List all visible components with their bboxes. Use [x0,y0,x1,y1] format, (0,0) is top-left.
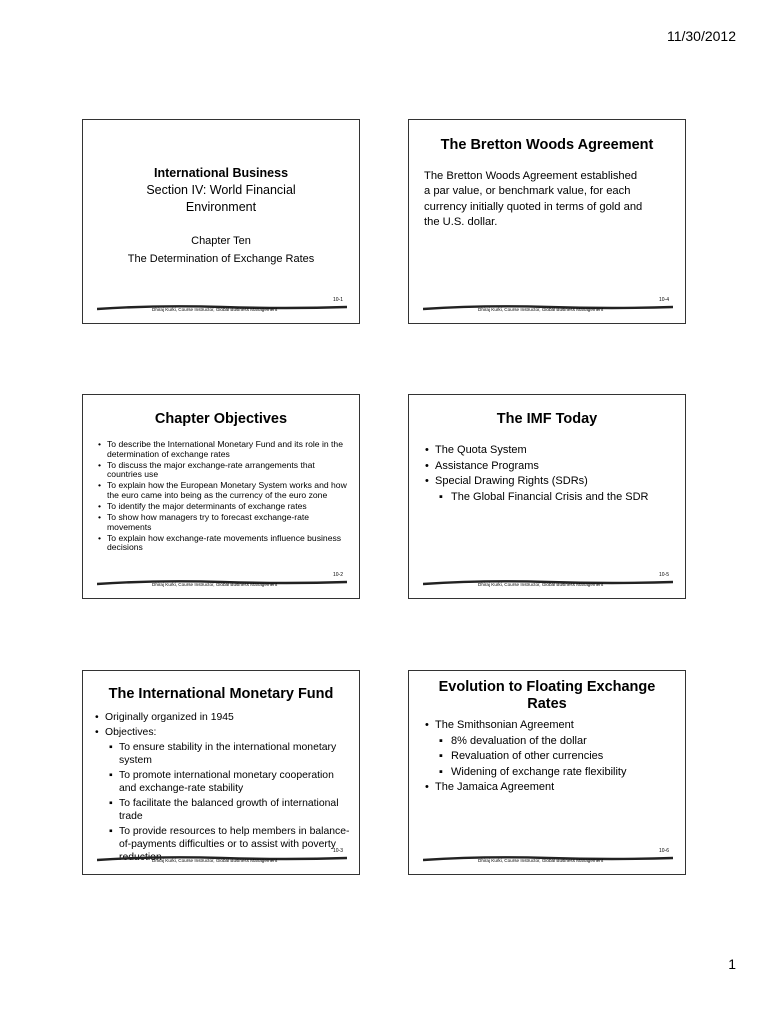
evolution-list [423,718,675,796]
slide-body [424,169,642,230]
slide-number: 10-3 [332,848,343,854]
list-item: • Assistance Programs [423,459,675,475]
list-item: • To describe the International Monetary Fund and its role in the determination of exchange rates [97,440,349,459]
list-item: • Objectives: [93,726,351,739]
body-line: a par value, or benchmark value, for each [424,185,631,198]
sub-list-item: ▪ To promote international monetary cooperation and exchange-rate stability [93,769,351,795]
body-line: currency initially quoted in terms of gold and [424,200,643,213]
slide-title: The International Monetary Fund [108,686,334,702]
footer-credit: Dhiraj Kurki, Course Instructor, Global Business Management [478,858,604,863]
objectives-list [97,440,349,555]
footer-credit: Dhiraj Kurki, Course Instructor, Global Business Management [152,582,278,587]
slide-number: 10-1 [332,297,343,303]
sub-list-item: ▪ 8% devaluation of the dollar [423,734,675,750]
footer-credit: Dhiraj Kurki, Course Instructor, Global Business Management [152,858,278,863]
slide-footer [423,848,671,868]
slide-10-4 [408,119,686,324]
slide-footer [423,297,671,317]
slide-number: 10-6 [658,848,669,854]
slide-10-1 [82,119,360,324]
list-item: • To discuss the major exchange-rate arrangements that countries use [97,461,349,480]
imf-objectives-list [93,711,351,864]
slide-title [409,679,685,713]
sub-list-item: ▪ Revaluation of other currencies [423,749,675,765]
list-item: • To explain how the European Monetary System works and how the euro came into being as the currency of the euro zone [97,481,349,500]
sub-list-item: ▪ To facilitate the balanced growth of international trade [93,797,351,823]
chapter-label: Chapter Ten [191,235,251,247]
slide-footer [423,572,671,592]
slide-title: The Bretton Woods Agreement [440,137,654,153]
list-item: • To explain how exchange-rate movements influence business decisions [97,534,349,553]
list-item: • The Smithsonian Agreement [423,718,675,734]
title-line-2: Rates [527,696,567,712]
section-line-1: Section IV: World Financial [146,183,296,197]
print-date: 11/30/2012 [666,28,736,44]
list-item: • Special Drawing Rights (SDRs) [423,474,675,490]
slide-10-2 [82,394,360,599]
slide-title: International Business [153,166,289,180]
page-number: 1 [728,956,736,972]
slide-number: 10-5 [658,572,669,578]
section-line-2: Environment [185,200,257,214]
slide-title: Chapter Objectives [154,411,288,427]
slide-title: The IMF Today [496,411,598,427]
slide-number: 10-2 [332,572,343,578]
body-line: The Bretton Woods Agreement established [424,170,638,182]
list-item: • The Jamaica Agreement [423,780,675,796]
footer-credit: Dhiraj Kurki, Course Instructor, Global Business Management [478,307,604,312]
footer-credit: Dhiraj Kurki, Course Instructor, Global Business Management [152,307,278,312]
sub-list-item: ▪ To ensure stability in the international monetary system [93,741,351,767]
list-item: • The Quota System [423,443,675,459]
slide-footer [97,297,345,317]
slide-number: 10-4 [658,297,669,303]
slide-10-3 [82,670,360,875]
slide-10-5 [408,394,686,599]
list-item: • Originally organized in 1945 [93,711,351,724]
chapter-subtitle: The Determination of Exchange Rates [127,253,315,265]
sub-list-item: ▪ The Global Financial Crisis and the SDR [423,490,675,506]
body-line: the U.S. dollar. [424,215,498,228]
slide-10-6 [408,670,686,875]
title-line-1: Evolution to Floating Exchange [438,679,656,695]
sub-list-item: ▪ Widening of exchange rate flexibility [423,765,675,781]
imf-list [423,443,675,505]
list-item: • To identify the major determinants of exchange rates [97,502,349,512]
footer-credit: Dhiraj Kurki, Course Instructor, Global Business Management [478,582,604,587]
slide-footer [97,848,345,868]
sub-list-item: ▪ To provide resources to help members in balance-of-payments difficulties or to assist with poverty reduction [93,825,351,864]
slide-footer [97,572,345,592]
list-item: • To show how managers try to forecast exchange-rate movements [97,513,349,532]
